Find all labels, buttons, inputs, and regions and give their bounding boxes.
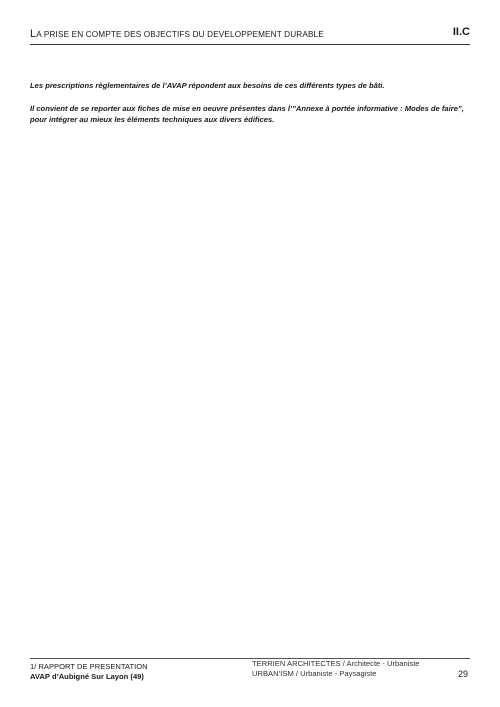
- page-header: [30, 22, 470, 45]
- footer-document-info: [30, 662, 148, 681]
- page-footer: [30, 658, 470, 689]
- footer-commune: AVAP d’Aubigné Sur Layon (49): [30, 671, 144, 681]
- body-text: [30, 80, 470, 138]
- header-title-rest: A PRISE EN COMPTE DES OBJECTIFS DU DEVELOPPEMENT DURABLE: [36, 30, 324, 39]
- page-number: 29: [457, 669, 468, 679]
- paragraph-prescriptions: Les prescriptions règlementaires de l’AVAP répondent aux besoins de ces différents types de bâti.: [30, 81, 385, 90]
- footer-report-title: 1/ RAPPORT DE PRESENTATION: [30, 662, 148, 671]
- header-title: [30, 28, 324, 40]
- footer-credit-architect: TERRIEN ARCHITECTES / Architecte - Urbaniste: [252, 659, 420, 668]
- footer-credit-urbanist: URBAN’ISM / Urbaniste - Paysagiste: [252, 669, 377, 678]
- section-number: II.C: [452, 26, 470, 38]
- header-title-initial: L: [30, 28, 37, 40]
- footer-credits: [252, 659, 420, 679]
- paragraph-fiches: Il convient de se reporter aux fiches de mise en oeuvre présentes dans l’”Annexe à portée informative : Modes de faire”, pour intégrer au mieux les éléments techniques aux divers édifices.: [30, 104, 464, 125]
